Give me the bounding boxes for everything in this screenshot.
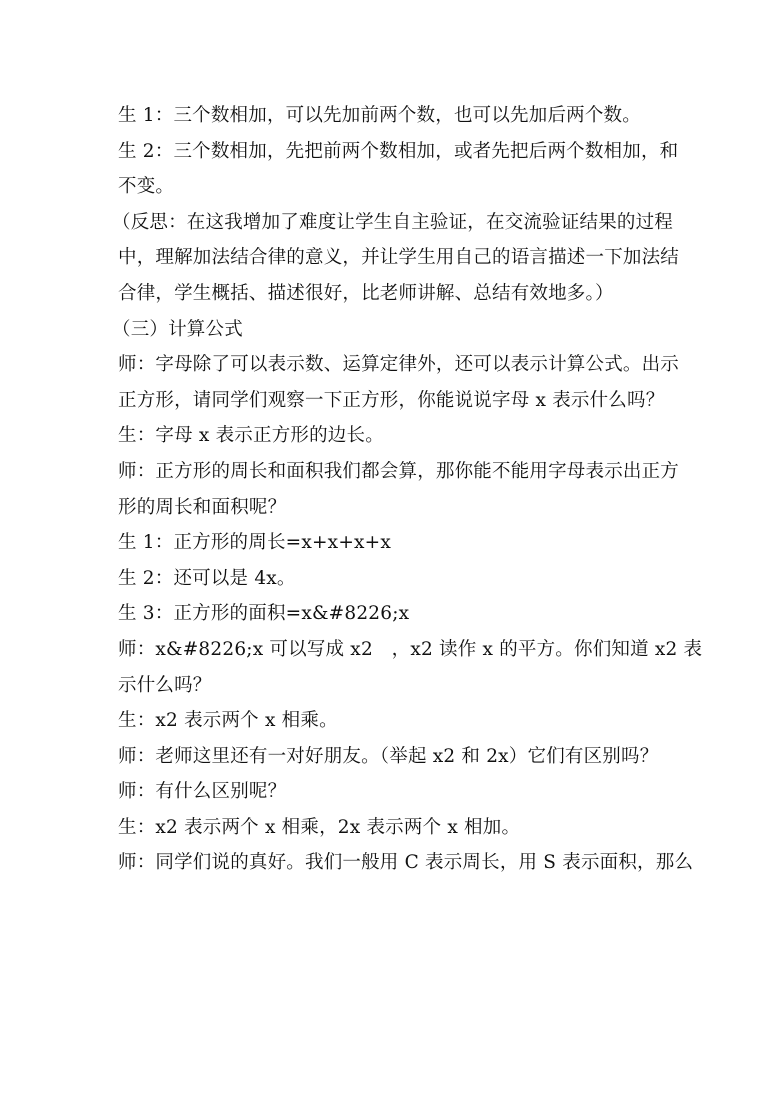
text-line: 生：x2 表示两个 x 相乘，2x 表示两个 x 相加。 [118,816,521,838]
text-line: 不变。 [118,176,175,198]
text-line: 合律，学生概括、描述很好，比老师讲解、总结有效地多。） [118,282,614,304]
text-line: 生 3：正方形的面积=x&#8226;x [118,603,410,625]
text-line: 生 1：三个数相加，可以先加前两个数，也可以先加后两个数。 [118,105,641,126]
text-line: 正方形，请同学们观察一下正方形，你能说说字母 x 表示什么吗？ [118,389,665,411]
text-line: 示什么吗？ [118,674,212,696]
text-line: 生 1：正方形的周长=x+x+x+x [118,532,391,554]
text-line: 中，理解加法结合律的意义，并让学生用自己的语言描述一下加法结 [118,247,680,269]
text-line: 生：x2 表示两个 x 相乘。 [118,710,338,732]
document-body [112,98,703,881]
text-line: 师：同学们说的真好。我们一般用 C 表示周长，用 S 表示面积，那么 [118,852,694,874]
reflection-line: （反思：在这我增加了难度让学生自主验证，在交流验证结果的过程 [112,211,674,233]
text-line: 生 2：还可以是 4x。 [118,567,296,589]
text-line: 师：有什么区别呢？ [118,781,287,803]
text-line: 生 2：三个数相加，先把前两个数相加，或者先把后两个数相加，和 [118,140,679,162]
section-heading: （三）计算公式 [112,318,243,340]
text-line: 师：x&#8226;x 可以写成 x2 ，x2 读作 x 的平方。你们知道 x2 表 [118,638,703,660]
text-line: 师：正方形的周长和面积我们都会算，那你能不能用字母表示出正方 [118,460,680,482]
text-line: 师：老师这里还有一对好朋友。（举起 x2 和 2x）它们有区别吗？ [118,745,659,767]
text-line: 师：字母除了可以表示数、运算定律外，还可以表示计算公式。出示 [118,354,680,376]
text-line: 生：字母 x 表示正方形的边长。 [118,425,384,447]
text-line: 形的周长和面积呢？ [118,496,287,518]
